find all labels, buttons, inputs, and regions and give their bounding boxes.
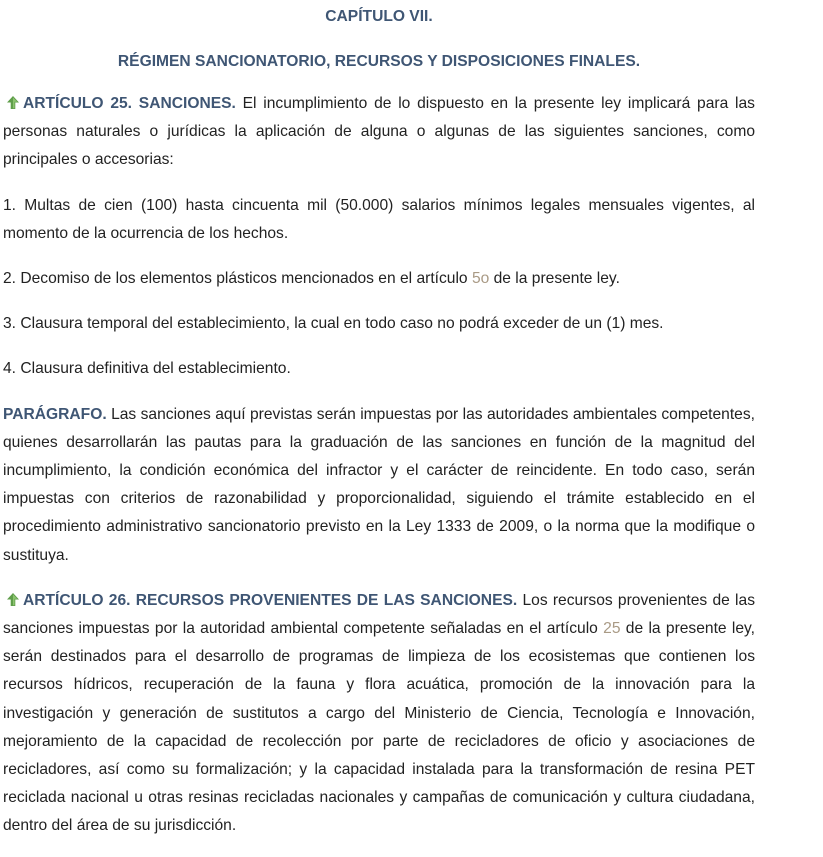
sanction-item-2 — [3, 265, 755, 293]
document — [3, 0, 755, 841]
sanction-item-3: 3. Clausura temporal del establecimiento, la cual en todo caso no podrá exceder de un (1) mes. — [3, 315, 664, 333]
paragrafo-title: PARÁGRAFO. — [3, 405, 107, 423]
sanction-item-2-text: 2. Decomiso de los elementos plásticos mencionados en el artículo — [3, 270, 472, 288]
sanction-item-1: 1. Multas de cien (100) hasta cincuenta mil (50.000) salarios mínimos legales mensuales vigentes, al momento de la ocurrencia de los hechos. — [3, 196, 755, 242]
article-26-paragraph — [3, 587, 755, 841]
article-25-text: El incumplimiento de lo dispuesto en la presente ley implicará para las personas naturales o jurídicas la aplicación de alguna o algunas de las siguientes sanciones, como principales o accesorias: — [3, 95, 755, 169]
chapter-number: CAPÍTULO VII. — [325, 8, 433, 25]
chapter-title: RÉGIMEN SANCIONATORIO, RECURSOS Y DISPOSICIONES FINALES. — [117, 53, 641, 70]
sanction-item-2-tail: de la presente ley. — [489, 270, 620, 288]
article-25-title: ARTÍCULO 25. SANCIONES. — [23, 95, 236, 112]
article-25-link[interactable]: 25 — [603, 620, 621, 638]
up-arrow-icon[interactable] — [7, 96, 19, 109]
article-5o-link[interactable]: 5o — [471, 270, 490, 288]
paragrafo-text: Las sanciones aquí previstas serán impuestas por las autoridades ambientales competentes, quienes desarrollarán las pautas para la graduación de las sanciones en función de la magnitud del incumplimiento, la condición económica del infractor y el carácter de reincidente. En todo caso, serán impuestas con criterios de razonabilidad y proporcionalidad, siguiendo el trámite establecido en el procedimiento administrativo sancionatorio previsto en la Ley 1333 de 2009, o la norma que la modifique o sustituya. — [3, 405, 755, 564]
sanction-item-4: 4. Clausura definitiva del establecimiento. — [3, 360, 291, 378]
article-26-text-tail: de la presente ley, serán destinados para el desarrollo de programas de limpieza de los ecosistemas que contienen los recursos hídricos, recuperación de la fauna y flora acuática, promoción de la innovación para la investigación y generación de sustitutos a cargo del Ministerio de Ciencia, Tecnología e Innovación, mejoramiento de la capacidad de recolección por parte de recicladores de oficio y asociaciones de recicladores, así como su formalización; y la capacidad instalada para la transformación de resina PET reciclada nacional u otras resinas recicladas nacionales y campañas de comunicación y cultura ciudadana, dentro del área de su jurisdicción. — [3, 620, 755, 835]
article-26-text: Los recursos provenientes de las sanciones impuestas por la autoridad ambiental competente señaladas en el artículo — [3, 591, 755, 638]
paragrafo — [3, 401, 755, 570]
article-26-title: ARTÍCULO 26. RECURSOS PROVENIENTES DE LAS SANCIONES. — [23, 591, 518, 609]
article-25-paragraph — [3, 90, 755, 175]
up-arrow-icon[interactable] — [7, 593, 19, 606]
